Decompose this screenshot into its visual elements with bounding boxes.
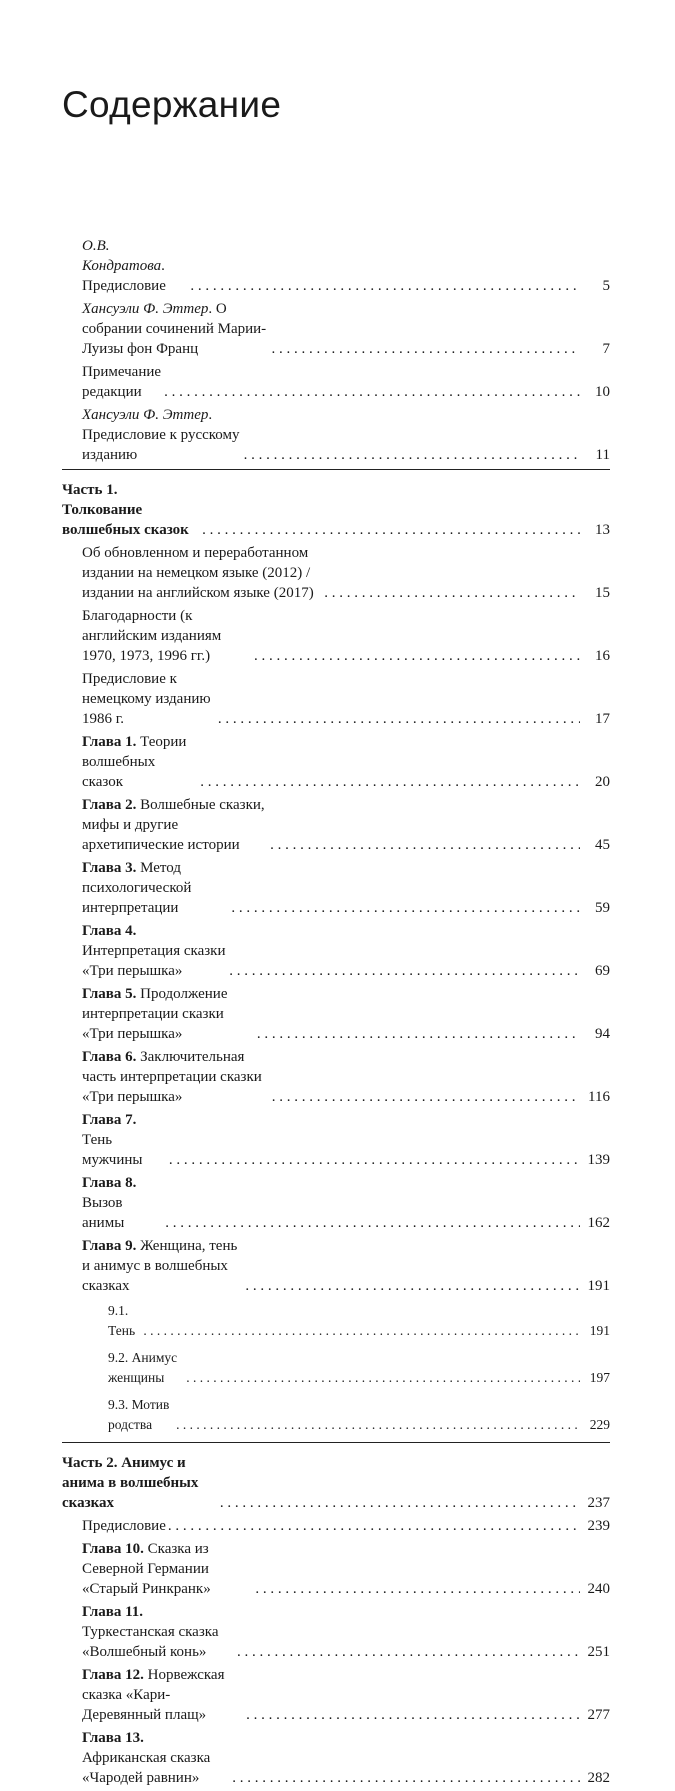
toc-entry[interactable] [62, 1728, 610, 1788]
toc-entry-text: Метод психологической интерпретации [82, 860, 192, 916]
dot-leader [169, 1150, 580, 1170]
toc-page-number: 11 [595, 447, 610, 463]
toc-entry-title [82, 669, 216, 729]
toc-page-number: 162 [587, 1215, 610, 1231]
dot-leader [190, 276, 580, 296]
dot-leader [272, 1087, 580, 1107]
toc-entry[interactable] [62, 1539, 610, 1599]
toc-page-number: 59 [595, 900, 610, 916]
toc-page-number: 5 [602, 278, 610, 294]
toc-page-number: 7 [602, 341, 610, 357]
toc-entry[interactable] [62, 858, 610, 918]
toc-entry-title [82, 1539, 253, 1599]
toc-entry[interactable] [62, 405, 610, 465]
toc-entry-text: 9.1. Тень [108, 1303, 136, 1338]
toc-entry-title [108, 1348, 184, 1388]
toc-entry-title [108, 1395, 174, 1435]
toc-entry-text: 9.2. Анимус женщины [108, 1350, 178, 1385]
toc-entry-label: Глава 12. [82, 1667, 144, 1683]
dot-leader [232, 1768, 580, 1788]
toc-entry-text: Сказка из Северной Германии «Старый Ринкранк» [82, 1541, 211, 1597]
toc-entry[interactable] [62, 1516, 610, 1536]
toc-entry-label: Глава 13. [82, 1730, 144, 1746]
toc-subentry[interactable] [62, 1301, 610, 1341]
toc-entry-label: Глава 6. [82, 1049, 137, 1065]
toc-entry-label: Глава 11. [82, 1604, 144, 1620]
toc-entry-author: О.В. Кондратова [82, 238, 162, 274]
toc-entry-text: Туркестанская сказка «Волшебный конь» [82, 1624, 219, 1660]
toc-page-number: 94 [595, 1026, 610, 1042]
toc-page-number: 282 [587, 1770, 610, 1786]
toc-page-number: 251 [587, 1644, 610, 1660]
dot-leader [254, 646, 580, 666]
dot-leader [186, 1368, 580, 1388]
toc-entry-text: Интерпретация сказки «Три перышка» [82, 943, 226, 979]
toc-entry[interactable] [62, 1110, 610, 1170]
dot-leader [143, 1321, 580, 1341]
toc-entry-label: Глава 5. [82, 986, 137, 1002]
toc-page-number: 191 [587, 1278, 610, 1294]
toc-entry[interactable] [62, 1236, 610, 1296]
toc-entry-title [82, 732, 198, 792]
toc-page-number: 191 [589, 1323, 610, 1338]
toc-page-number: 116 [588, 1089, 610, 1105]
toc-entry[interactable] [62, 1602, 610, 1662]
dot-leader [246, 1705, 580, 1725]
toc-entry[interactable] [62, 299, 610, 359]
toc-entry-text: Предисловие к немецкому изданию 1986 г. [82, 671, 211, 727]
toc-entry-label: Глава 7. [82, 1112, 137, 1128]
toc-entry-text: 9.3. Мотив родства [108, 1397, 170, 1432]
dot-leader [324, 583, 580, 603]
toc-entry-title [82, 921, 227, 981]
toc-entry-title [82, 984, 255, 1044]
toc-entry-label: Часть 1. [62, 482, 118, 498]
toc-entry[interactable] [62, 795, 610, 855]
toc-page-number: 69 [595, 963, 610, 979]
toc-entry[interactable] [62, 606, 610, 666]
toc-entry-title [82, 1602, 235, 1662]
toc-entry-title [82, 1516, 166, 1536]
toc-entry[interactable] [62, 362, 610, 402]
toc-page-number: 15 [595, 585, 610, 601]
toc-entry-title [82, 1236, 243, 1296]
dot-leader [229, 961, 580, 981]
toc-page-number: 20 [595, 774, 610, 790]
toc-entry[interactable] [62, 732, 610, 792]
table-of-contents [62, 236, 610, 1791]
dot-leader [237, 1642, 580, 1662]
toc-entry-title [82, 795, 268, 855]
page-title: Содержание [62, 84, 282, 125]
toc-entry-text: Анимус и анима в волшебных сказках [62, 1455, 199, 1511]
dot-leader [270, 835, 580, 855]
toc-entry-title [82, 299, 269, 359]
toc-entry[interactable] [62, 669, 610, 729]
dot-leader [220, 1493, 580, 1513]
dot-leader [176, 1415, 580, 1435]
toc-entry-text: Толкование волшебных сказок [62, 502, 189, 538]
toc-entry-author: Хансуэли Ф. Эттер [82, 407, 209, 423]
toc-entry-text: Теории волшебных сказок [82, 734, 187, 790]
toc-entry-title [82, 1047, 270, 1107]
dot-leader [257, 1024, 580, 1044]
toc-entry-label: Глава 8. [82, 1175, 137, 1191]
toc-page-number: 16 [595, 648, 610, 664]
toc-entry-title [82, 405, 242, 465]
toc-entry-title [62, 1453, 218, 1513]
dot-leader [168, 1516, 580, 1536]
toc-entry-label: Часть 2. [62, 1455, 118, 1471]
toc-entry-text: Африканская сказка «Чародей равнин» [82, 1750, 211, 1786]
toc-entry[interactable] [62, 1047, 610, 1107]
toc-entry-title [62, 480, 200, 540]
dot-leader [244, 445, 580, 465]
toc-entry-title [82, 1728, 230, 1788]
dot-leader [218, 709, 580, 729]
toc-entry-text: Вызов анимы [82, 1195, 125, 1231]
toc-entry[interactable] [62, 1665, 610, 1725]
toc-page-number: 229 [589, 1417, 610, 1432]
toc-entry-text: Благодарности (к английским изданиям 1970, 1973, 1996 гг.) [82, 608, 222, 664]
toc-entry-text: Норвежская сказка «Кари-Деревянный плащ» [82, 1667, 225, 1723]
toc-entry-text: . Предисловие [82, 258, 166, 294]
toc-entry-title [82, 362, 162, 402]
toc-entry-title [82, 543, 322, 603]
toc-entry[interactable] [62, 236, 610, 296]
toc-entry-title [82, 236, 188, 296]
toc-entry-label: Глава 10. [82, 1541, 144, 1557]
toc-entry-text: Женщина, тень и анимус в волшебных сказках [82, 1238, 238, 1294]
toc-entry-text: Волшебные сказки, мифы и другие архетипические истории [82, 797, 265, 853]
toc-entry-label: Глава 1. [82, 734, 137, 750]
toc-entry-text: Заключительная часть интерпретации сказки «Три перышка» [82, 1049, 262, 1105]
toc-entry-title [82, 1173, 163, 1233]
toc-entry-text: Предисловие [82, 1518, 166, 1534]
toc-entry-title [108, 1301, 141, 1341]
toc-page-number: 45 [595, 837, 610, 853]
dot-leader [200, 772, 580, 792]
dot-leader [165, 1213, 580, 1233]
toc-entry-label: Глава 3. [82, 860, 137, 876]
dot-leader [245, 1276, 580, 1296]
toc-subentry[interactable] [62, 1348, 610, 1388]
toc-page-number: 17 [595, 711, 610, 727]
toc-entry[interactable] [62, 543, 610, 603]
toc-entry-author: Хансуэли Ф. Эттер [82, 301, 209, 317]
dot-leader [255, 1579, 580, 1599]
toc-part-heading[interactable] [62, 1442, 610, 1513]
toc-entry[interactable] [62, 921, 610, 981]
dot-leader [231, 898, 580, 918]
toc-page-number: 197 [589, 1370, 610, 1385]
toc-entry-label: Глава 2. [82, 797, 137, 813]
toc-entry-text: Продолжение интерпретации сказки «Три перышка» [82, 986, 228, 1042]
toc-page-number: 239 [587, 1518, 610, 1534]
toc-page-number: 13 [595, 522, 610, 538]
toc-part-heading[interactable] [62, 469, 610, 540]
toc-subentry[interactable] [62, 1395, 610, 1435]
toc-entry-title [82, 1110, 167, 1170]
toc-entry-text: . О собрании сочинений Марии-Луизы фон Франц [82, 301, 267, 357]
toc-entry-title [82, 606, 252, 666]
toc-entry[interactable] [62, 984, 610, 1044]
toc-entry-title [82, 858, 229, 918]
toc-page-number: 10 [595, 384, 610, 400]
dot-leader [271, 339, 580, 359]
toc-entry-text: Примечание редакции [82, 364, 162, 400]
toc-page-number: 237 [587, 1495, 610, 1511]
toc-page-number: 277 [587, 1707, 610, 1723]
toc-entry-title [82, 1665, 244, 1725]
dot-leader [202, 520, 580, 540]
toc-entry-text: Об обновленном и переработанном издании на немецком языке (2012) / издании на английском языке (2017) [82, 545, 314, 601]
toc-entry-label: Глава 4. [82, 923, 137, 939]
toc-entry[interactable] [62, 1173, 610, 1233]
toc-page-number: 240 [587, 1581, 610, 1597]
toc-entry-label: Глава 9. [82, 1238, 137, 1254]
toc-page-number: 139 [587, 1152, 610, 1168]
toc-entry-text: Тень мужчины [82, 1132, 143, 1168]
toc-entry-text: . Предисловие к русскому изданию [82, 407, 240, 463]
dot-leader [164, 382, 580, 402]
